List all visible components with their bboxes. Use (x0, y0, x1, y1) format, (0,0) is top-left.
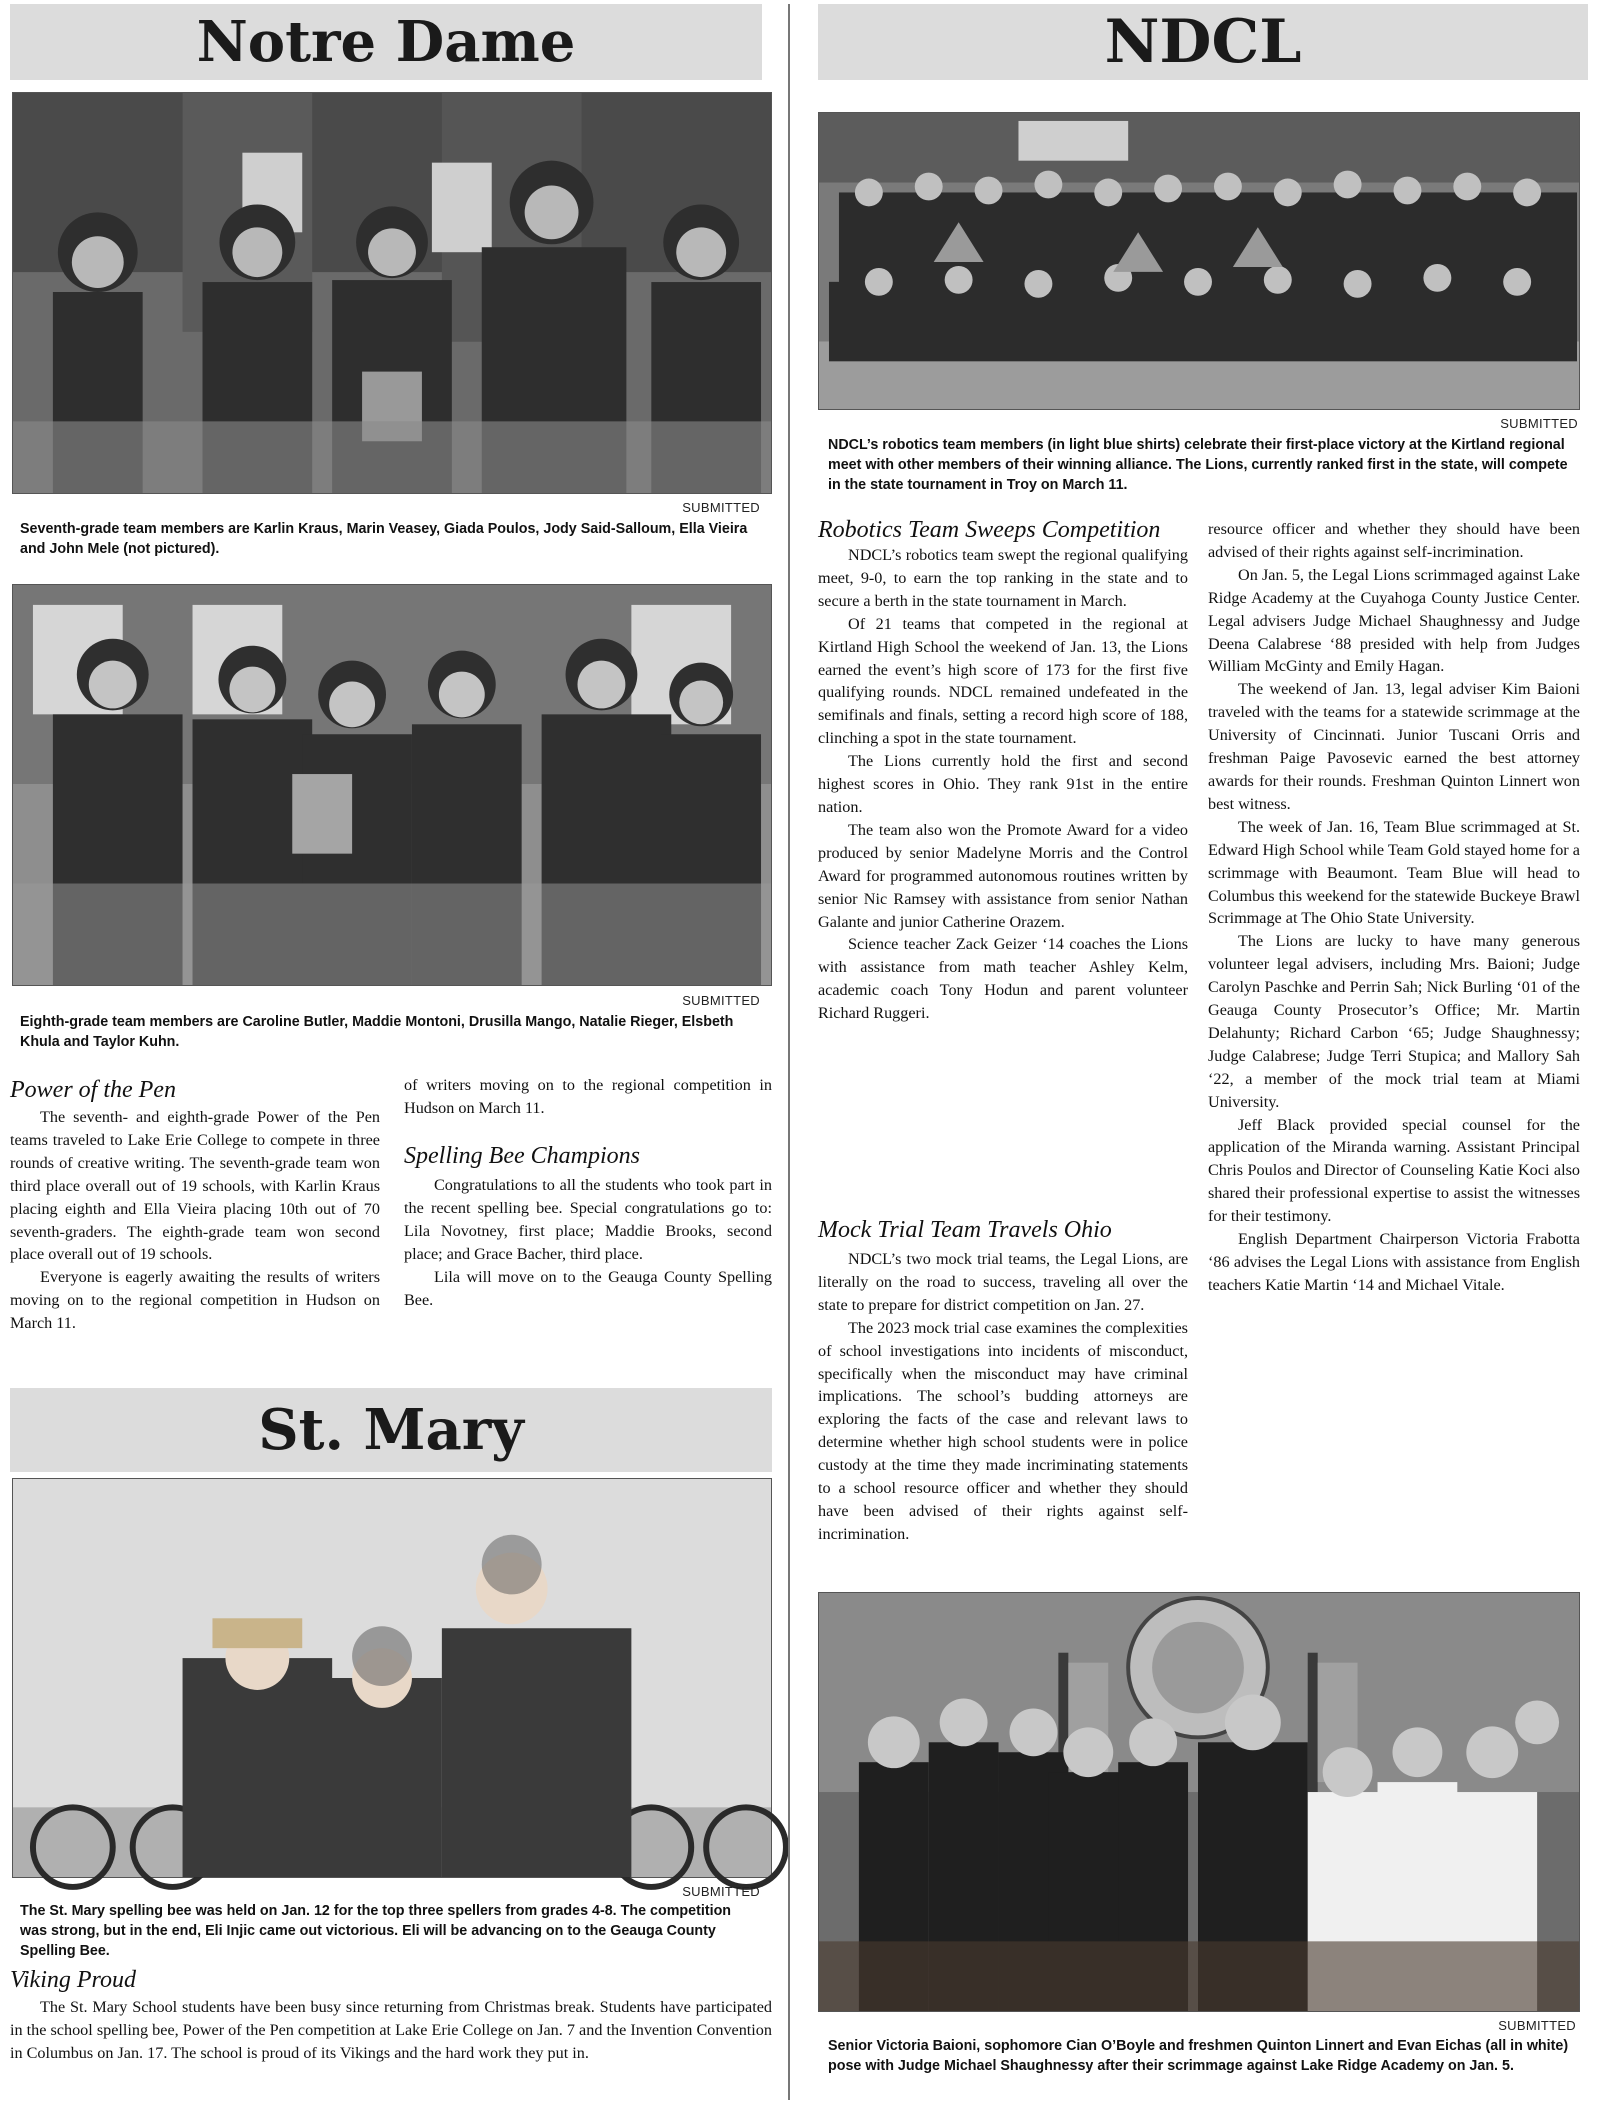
seventh-grade-photo-caption: Seventh-grade team members are Karlin Kraus, Marin Veasey, Giada Poulos, Jody Said-Salloum, Ella Vieira and John Mele (not pictured). (20, 521, 748, 557)
st-mary-photo-credit: SUBMITTED (682, 1884, 760, 1899)
mock-trial-body-b (1208, 518, 1580, 1297)
mock-trial-paragraph-4: The weekend of Jan. 13, legal adviser Kim Baioni traveled with the teams for a statewide scrimmage at the University of Cincinnati. Junior Tuscani Orris and freshman Paige Pavosevic earned the best attorney awards for their rounds. Freshman Quinton Linnert won best witness. (1208, 680, 1580, 813)
eighth-grade-team-photo (12, 584, 772, 986)
st-mary-title: St. Mary (258, 1397, 524, 1463)
robotics-heading: Robotics Team Sweeps Competition (818, 517, 1161, 543)
mock-trial-paragraph-2: The 2023 mock trial case examines the complexities of school investigations into incidents of misconduct, specifically when the misconduct may have criminal implications. The school’s budding attorneys are exploring the facts of the case and relevant laws to determine whether high school students were in police custody at the time they made incriminating statements to a school resource officer and whether they should have been advised of their rights against self-incrimination. (818, 1318, 1188, 1543)
mock-trial-paragraph-7: Jeff Black provided special counsel for the application of the Miranda warning. Assistant Principal Chris Poulos and Director of Counseling Katie Koci also shared their professional expertise to assist the witnesses for their testimony. (1208, 1115, 1580, 1226)
power-of-the-pen-paragraph-1: The seventh- and eighth-grade Power of the Pen teams traveled to Lake Erie College to compete in three rounds of creative writing. The seventh-grade team won third place overall out of 19 schools, with Karlin Kraus placing eighth and Ella Vieira placing 10th out of 70 seventh-graders. The eighth-grade team won second place overall out of 19 schools. (10, 1108, 380, 1264)
mock-trial-paragraph-3: On Jan. 5, the Legal Lions scrimmaged against Lake Ridge Academy at the Cuyahoga County Justice Center. Legal advisers Judge Michael Shaughnessy and Judge Deena Calabrese ‘88 presided with help from Judges William McGinty and Emily Hagan. (1208, 565, 1580, 676)
robotics-photo-credit: SUBMITTED (1500, 416, 1578, 431)
robotics-paragraph-4: The team also won the Promote Award for a video produced by senior Madelyne Morris and the Control Award for programmed autonomous routines written by senior Nic Ramsey with assistance from senior Nathan Galante and junior Catherine Orazem. (818, 820, 1188, 931)
seventh-grade-photo-credit: SUBMITTED (682, 500, 760, 515)
robotics-team-photo (818, 112, 1580, 410)
eighth-grade-photo-credit: SUBMITTED (682, 993, 760, 1008)
robotics-body (818, 544, 1188, 1025)
viking-proud-heading: Viking Proud (10, 1967, 136, 1993)
st-mary-spelling-bee-photo (12, 1478, 772, 1878)
ndcl-banner (818, 4, 1588, 80)
eighth-grade-photo-caption: Eighth-grade team members are Caroline Butler, Maddie Montoni, Drusilla Mango, Natalie Rieger, Elsbeth Khula and Taylor Kuhn. (20, 1014, 734, 1050)
notre-dame-title: Notre Dame (196, 9, 576, 75)
column-divider (788, 4, 790, 2100)
robotics-paragraph-3: The Lions currently hold the first and second highest scores in Ohio. They rank 91st in the entire nation. (818, 752, 1188, 816)
mock-trial-courtroom-photo (818, 1592, 1580, 2012)
spelling-bee-paragraph-2: Lila will move on to the Geauga County Spelling Bee. (404, 1267, 772, 1309)
notre-dame-banner (10, 4, 762, 80)
mock-trial-paragraph-1: NDCL’s two mock trial teams, the Legal Lions, are literally on the road to success, traveling all over the state to prepare for district competition on Jan. 27. (818, 1250, 1188, 1314)
robotics-photo-caption: NDCL’s robotics team members (in light blue shirts) celebrate their first-place victory at the Kirtland regional meet with other members of their winning alliance. The Lions, currently ranked first in the state, will compete in the state tournament in Troy on March 11. (828, 437, 1568, 493)
mock-trial-paragraph-2-continued: resource officer and whether they should have been advised of their rights against self-incrimination. (1208, 520, 1580, 561)
mock-trial-paragraph-8: English Department Chairperson Victoria Frabotta ‘86 advises the Legal Lions with assistance from English teachers Katie Martin ‘14 and Michael Vitale. (1208, 1230, 1580, 1294)
robotics-paragraph-5: Science teacher Zack Geizer ‘14 coaches the Lions with assistance from math teacher Ashley Kelm, academic coach Tony Hodun and parent volunteer Richard Ruggeri. (818, 935, 1188, 1023)
st-mary-photo-caption: The St. Mary spelling bee was held on Jan. 12 for the top three spellers from grades 4-8. The competition was strong, but in the end, Eli Injic came out victorious. Eli will be advancing on to the Geauga County Spelling Bee. (20, 1903, 732, 1959)
power-of-the-pen-paragraph-2-continued: of writers moving on to the regional competition in Hudson on March 11. (404, 1076, 772, 1117)
mock-trial-paragraph-5: The week of Jan. 16, Team Blue scrimmaged at St. Edward High School while Team Gold stayed home for a scrimmage with Beaumont. Team Blue will head to Columbus this weekend for the statewide Buckeye Brawl Scrimmage at The Ohio State University. (1208, 817, 1580, 928)
viking-proud-paragraph: The St. Mary School students have been busy since returning from Christmas break. Students have participated in the school spelling bee, Power of the Pen competition at Lake Erie College on Jan. 7 and the Invention Convention in Columbus on Jan. 17. The school is proud of its Vikings and the hard work they put in. (10, 1998, 772, 2062)
mock-trial-body-a (818, 1248, 1188, 1543)
spelling-bee-champions-heading: Spelling Bee Champions (404, 1143, 640, 1169)
robotics-paragraph-1: NDCL’s robotics team swept the regional qualifying meet, 9-0, to earn the top ranking in the state and to secure a berth in the state tournament in March. (818, 546, 1188, 610)
spelling-bee-body (404, 1174, 772, 1311)
seventh-grade-team-photo (12, 92, 772, 494)
power-of-the-pen-paragraph-2: Everyone is eagerly awaiting the results of writers moving on to the regional competition in Hudson on March 11. (10, 1268, 380, 1333)
robotics-paragraph-2: Of 21 teams that competed in the regional at Kirtland High School the weekend of Jan. 13, the Lions earned the event’s high score of 173 for the first five qualifying rounds. NDCL remained undefeated in the semifinals and finals, setting a record high score of 188, clinching a spot in the state tournament. (818, 614, 1188, 748)
power-of-the-pen-heading: Power of the Pen (10, 1077, 176, 1103)
courtroom-photo-caption: Senior Victoria Baioni, sophomore Cian O’Boyle and freshmen Quinton Linnert and Evan Eichas (all in white) pose with Judge Michael Shaughnessy after their scrimmage against Lake Ridge Academy on Jan. 5. (828, 2038, 1569, 2074)
power-of-the-pen-body-b (404, 1074, 772, 1120)
st-mary-banner (10, 1388, 772, 1472)
mock-trial-heading: Mock Trial Team Travels Ohio (818, 1217, 1112, 1243)
power-of-the-pen-body-a (10, 1106, 380, 1333)
mock-trial-paragraph-6: The Lions are lucky to have many generous volunteer legal advisers, including Mrs. Baioni; Judge Carolyn Paschke and Perrin Sah; Nick Burling ‘01 of the Geauga County Prosecutor’s Office; Mr. Martin Delahunty; Richard Carbon ‘65; Judge Shaughnessy; Judge Calabrese; Judge Terri Stupica; and Mallory Sah ‘22, a member of the mock trial team at Miami University. (1208, 932, 1580, 1111)
viking-proud-body (10, 1996, 772, 2065)
ndcl-title: NDCL (1104, 7, 1302, 77)
spelling-bee-paragraph-1: Congratulations to all the students who took part in the recent spelling bee. Special congratulations go to: Lila Novotney, first place; Maddie Brooks, second place; and Grace Bacher, third place. (404, 1176, 772, 1263)
courtroom-photo-credit: SUBMITTED (1498, 2018, 1576, 2033)
